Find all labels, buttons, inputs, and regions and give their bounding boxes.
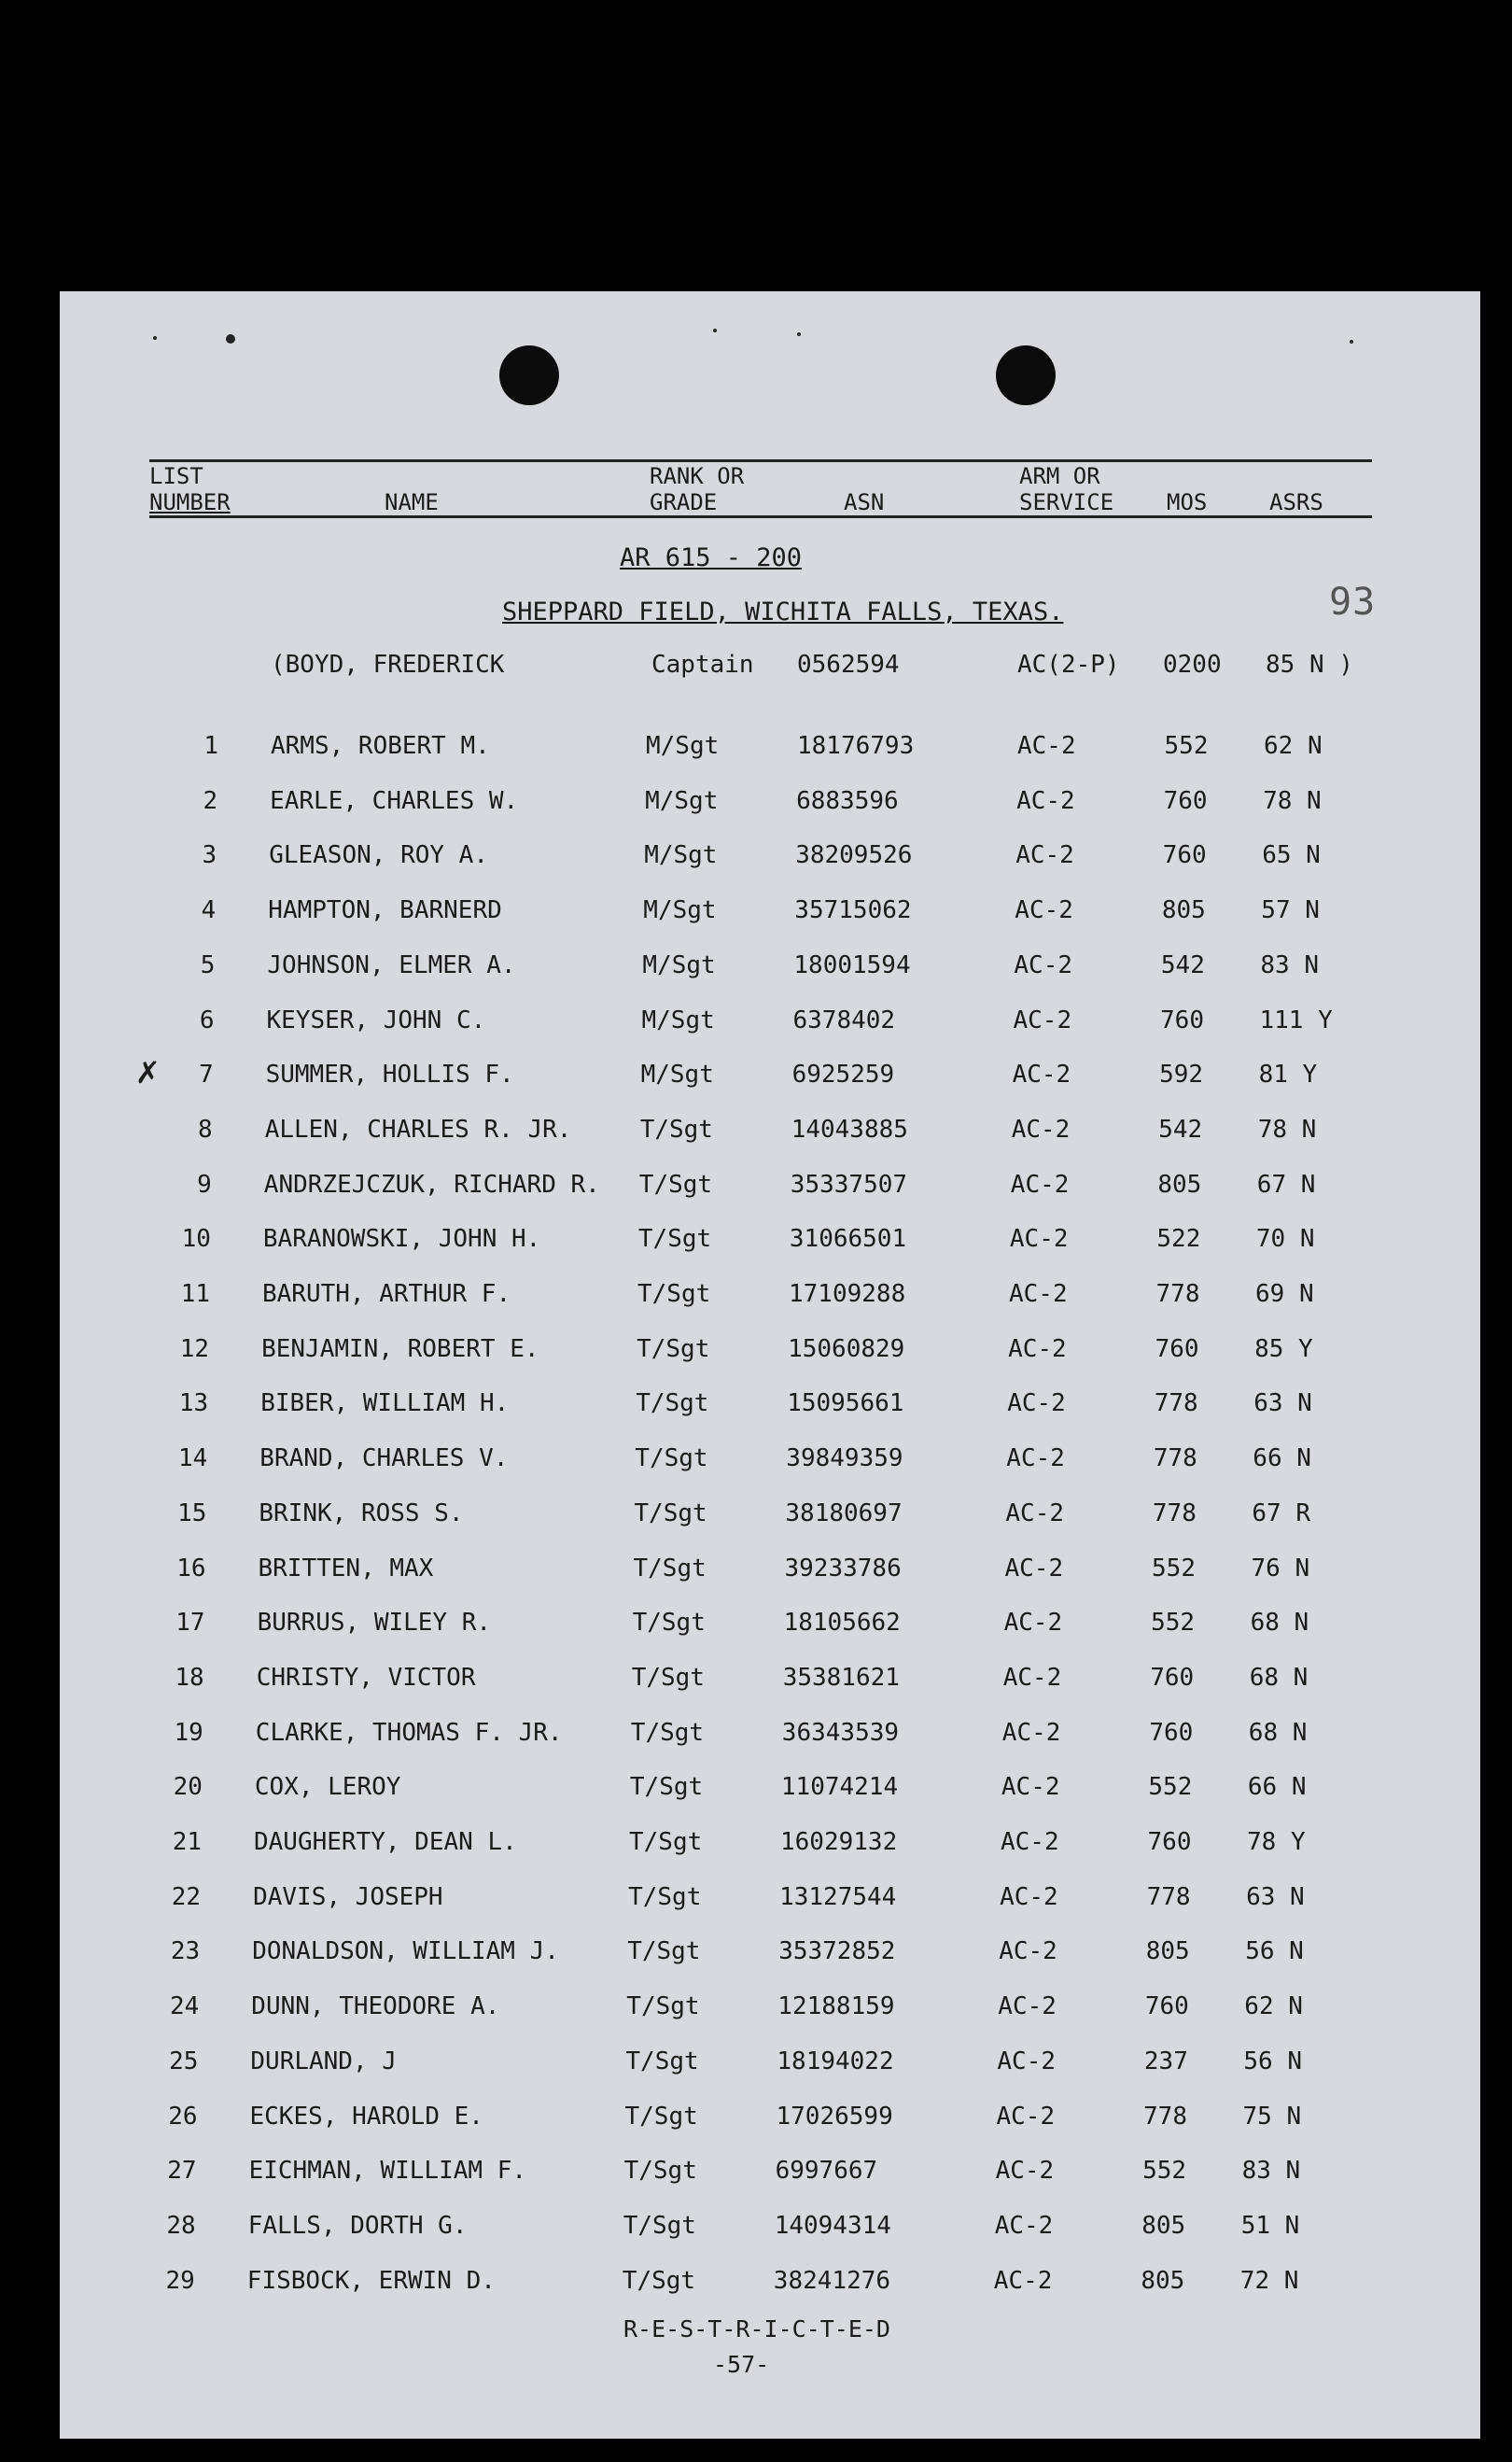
rank-cell: T/Sgt: [636, 1389, 709, 1418]
list-number-cell: 17: [175, 1609, 205, 1638]
asn-cell: 17026599: [776, 2102, 893, 2131]
rank-cell: T/Sgt: [629, 1828, 703, 1856]
speck: [226, 334, 235, 344]
rank-cell: T/Sgt: [626, 1992, 700, 2021]
regulation: AR 615 - 200: [620, 543, 803, 572]
table-row: [60, 1609, 1478, 1646]
table-row: [60, 732, 1478, 769]
arm-service-cell: AC-2: [1000, 1882, 1058, 1911]
mos-cell: 778: [1154, 1389, 1198, 1418]
asrs-cell: 63 N: [1246, 1882, 1305, 1911]
mos-cell: 805: [1141, 2211, 1186, 2240]
name-cell: ALLEN, CHARLES R. JR.: [264, 1115, 572, 1144]
name-cell: BIBER, WILLIAM H.: [260, 1389, 510, 1418]
mos-cell: 552: [1152, 1554, 1196, 1583]
mos-cell: 592: [1159, 1061, 1204, 1090]
list-number-cell: 27: [167, 2157, 197, 2186]
asrs-cell: 68 N: [1248, 1718, 1308, 1747]
asn-cell: 35715062: [794, 896, 912, 925]
list-number-cell: 5: [200, 950, 216, 979]
asn-cell: 18001594: [793, 950, 911, 979]
list-number-cell: 16: [176, 1554, 206, 1583]
arm-service-cell: AC-2: [999, 1937, 1057, 1966]
list-number-cell: 23: [170, 1937, 201, 1966]
name-cell: GLEASON, ROY A.: [269, 841, 488, 870]
list-number-cell: 9: [197, 1170, 212, 1199]
name-cell: DAUGHERTY, DEAN L.: [254, 1828, 517, 1856]
table-row: [60, 1444, 1478, 1482]
asn-cell: 6378402: [792, 1006, 896, 1034]
rank-cell: T/Sgt: [633, 1554, 707, 1583]
table-row: [60, 1664, 1478, 1701]
page-number: -57-: [713, 2351, 770, 2378]
mos-cell: 805: [1161, 896, 1206, 925]
asrs-cell: 66 N: [1247, 1773, 1307, 1802]
mos-cell: 778: [1143, 2102, 1187, 2131]
rank-cell: T/Sgt: [622, 2266, 696, 2295]
name-cell: EARLE, CHARLES W.: [270, 786, 519, 815]
header-asrs: ASRS: [1269, 489, 1323, 515]
officer-rank: Captain: [651, 651, 754, 679]
arm-service-cell: AC-2: [1010, 1170, 1070, 1199]
asn-cell: 16029132: [780, 1828, 898, 1856]
arm-service-cell: AC-2: [1012, 1061, 1071, 1090]
name-cell: FALLS, DORTH G.: [247, 2211, 468, 2240]
name-cell: JOHNSON, ELMER A.: [267, 950, 516, 979]
list-number-cell: 10: [181, 1225, 211, 1254]
punch-hole-left: [499, 345, 559, 405]
rank-cell: T/Sgt: [625, 2047, 699, 2075]
name-cell: ANDRZEJCZUK, RICHARD R.: [263, 1170, 600, 1199]
asrs-cell: 56 N: [1243, 2047, 1303, 2075]
table-row: [60, 1061, 1478, 1098]
name-cell: BRINK, ROSS S.: [259, 1498, 464, 1527]
document-page: [60, 291, 1480, 2439]
asn-cell: 15095661: [787, 1389, 904, 1418]
asrs-cell: 85 Y: [1254, 1334, 1313, 1363]
table-row: [60, 1225, 1478, 1262]
header-rank: RANK OR GRADE: [650, 463, 745, 515]
asrs-cell: 70 N: [1255, 1225, 1315, 1254]
header-list-number: LIST NUMBER: [149, 463, 231, 515]
mos-cell: 552: [1164, 732, 1209, 760]
list-number-cell: 24: [169, 1992, 200, 2021]
asrs-cell: 81 Y: [1258, 1061, 1318, 1090]
mos-cell: 760: [1162, 841, 1207, 870]
arm-service-cell: AC-2: [1001, 1828, 1059, 1856]
list-number-cell: 14: [177, 1444, 208, 1473]
asn-cell: 6997667: [775, 2157, 878, 2186]
rank-cell: T/Sgt: [639, 1115, 713, 1144]
arm-service-cell: AC-2: [1007, 1389, 1066, 1418]
header-arm: ARM OR SERVICE: [1019, 463, 1114, 515]
header-top-rule: [149, 459, 1372, 462]
officer-asn: 0562594: [797, 651, 900, 679]
arm-service-cell: AC-2: [1003, 1609, 1063, 1638]
name-cell: CHRISTY, VICTOR: [256, 1663, 476, 1692]
asn-cell: 38180697: [785, 1498, 903, 1527]
asn-cell: 18105662: [783, 1609, 901, 1638]
mos-cell: 522: [1156, 1225, 1201, 1254]
officer-asrs: 85 N ): [1266, 651, 1353, 679]
name-cell: BENJAMIN, ROBERT E.: [261, 1334, 539, 1363]
asrs-cell: 72 N: [1239, 2266, 1299, 2295]
name-cell: EICHMAN, WILLIAM F.: [248, 2157, 527, 2186]
rank-cell: M/Sgt: [644, 841, 718, 870]
mos-cell: 760: [1163, 786, 1208, 815]
list-number-cell: 28: [166, 2211, 196, 2240]
asn-cell: 15060829: [788, 1334, 905, 1363]
asrs-cell: 57 N: [1261, 896, 1320, 925]
arm-service-cell: AC-2: [1009, 1280, 1068, 1308]
name-cell: COX, LEROY: [254, 1773, 401, 1802]
list-number-cell: 7: [198, 1061, 214, 1090]
asrs-cell: 56 N: [1245, 1937, 1304, 1966]
asn-cell: 35337507: [790, 1170, 908, 1199]
asrs-cell: 76 N: [1251, 1554, 1310, 1583]
table-row: [60, 1006, 1478, 1044]
asrs-cell: 83 N: [1260, 950, 1320, 979]
list-number-cell: 15: [177, 1498, 207, 1527]
arm-service-cell: AC-2: [994, 2211, 1054, 2240]
list-number-cell: 26: [168, 2102, 198, 2131]
arm-service-cell: AC-2: [1002, 1663, 1062, 1692]
arm-service-cell: AC-2: [1006, 1444, 1065, 1473]
list-number-cell: 12: [179, 1334, 210, 1363]
rank-cell: M/Sgt: [642, 950, 716, 979]
table-row: [60, 951, 1478, 989]
asrs-cell: 62 N: [1244, 1992, 1303, 2021]
asn-cell: 38209526: [795, 841, 913, 870]
table-row: [60, 1499, 1478, 1537]
list-number-cell: 29: [165, 2266, 195, 2295]
rank-cell: T/Sgt: [634, 1498, 707, 1527]
rank-cell: T/Sgt: [623, 2211, 696, 2240]
arm-service-cell: AC-2: [1013, 1006, 1072, 1034]
table-row: [60, 1280, 1478, 1317]
arm-service-cell: AC-2: [993, 2266, 1053, 2295]
name-cell: DAVIS, JOSEPH: [253, 1882, 443, 1911]
name-cell: BRITTEN, MAX: [258, 1554, 434, 1583]
rank-cell: T/Sgt: [623, 2157, 697, 2186]
arm-service-cell: AC-2: [1015, 841, 1074, 870]
table-row: [60, 1883, 1478, 1920]
table-row: [60, 1992, 1478, 2030]
table-row: [60, 1719, 1478, 1756]
rank-cell: T/Sgt: [637, 1280, 711, 1308]
table-row: [60, 2212, 1478, 2249]
table-row: [60, 1828, 1478, 1865]
asn-cell: 35381621: [782, 1663, 900, 1692]
name-cell: DONALDSON, WILLIAM J.: [252, 1937, 559, 1966]
list-number-cell: 6: [199, 1006, 215, 1034]
asrs-cell: 111 Y: [1259, 1006, 1333, 1034]
asn-cell: 18176793: [797, 732, 915, 760]
list-number-cell: 19: [174, 1718, 203, 1747]
officer-arm: AC(2-P): [1017, 651, 1120, 679]
mos-cell: 552: [1151, 1609, 1196, 1638]
asrs-cell: 78 N: [1263, 786, 1322, 815]
mos-cell: 805: [1141, 2266, 1185, 2295]
asn-cell: 17109288: [789, 1280, 906, 1308]
asrs-cell: 63 N: [1253, 1389, 1312, 1418]
rank-cell: T/Sgt: [631, 1663, 705, 1692]
header-name: NAME: [385, 489, 439, 515]
asn-cell: 14094314: [774, 2211, 891, 2240]
arm-service-cell: AC-2: [1005, 1498, 1065, 1527]
mos-cell: 760: [1150, 1663, 1195, 1692]
list-number-cell: 11: [180, 1280, 210, 1308]
list-number-cell: 13: [178, 1389, 209, 1418]
asn-cell: 35372852: [778, 1937, 896, 1966]
list-number-cell: 1: [203, 732, 218, 760]
speck: [1350, 340, 1353, 344]
mos-cell: 778: [1153, 1444, 1197, 1473]
asrs-cell: 78 N: [1257, 1115, 1317, 1144]
name-cell: FISBOCK, ERWIN D.: [246, 2266, 496, 2295]
asrs-cell: 75 N: [1242, 2102, 1302, 2131]
asn-cell: 13127544: [779, 1882, 897, 1911]
table-row: [60, 1389, 1478, 1427]
mos-cell: 805: [1157, 1170, 1202, 1199]
arm-service-cell: AC-2: [998, 1992, 1057, 2021]
arm-service-cell: AC-2: [1014, 950, 1073, 979]
arm-service-cell: AC-2: [997, 2047, 1057, 2075]
asrs-cell: 66 N: [1253, 1444, 1311, 1473]
arm-service-cell: AC-2: [1008, 1334, 1067, 1363]
asn-cell: 12188159: [777, 1992, 895, 2021]
asrs-cell: 67 N: [1256, 1170, 1316, 1199]
name-cell: BRAND, CHARLES V.: [259, 1444, 509, 1473]
list-number-cell: 22: [171, 1882, 202, 1911]
list-number-cell: 8: [198, 1115, 213, 1144]
name-cell: BARANOWSKI, JOHN H.: [262, 1225, 541, 1254]
mos-cell: 760: [1155, 1334, 1199, 1363]
table-row: [60, 1773, 1478, 1810]
page-mark: 93: [1329, 581, 1377, 624]
name-cell: DURLAND, J: [250, 2047, 397, 2075]
mos-cell: 778: [1146, 1882, 1191, 1911]
mos-cell: 760: [1160, 1006, 1204, 1034]
mos-cell: 760: [1144, 1992, 1189, 2021]
mos-cell: 760: [1149, 1718, 1194, 1747]
punch-hole-right: [996, 345, 1056, 405]
asrs-cell: 67 R: [1252, 1498, 1311, 1527]
list-number-cell: 25: [169, 2047, 199, 2075]
name-cell: ECKES, HAROLD E.: [249, 2102, 483, 2131]
table-row: [60, 2047, 1478, 2085]
asn-cell: 18194022: [777, 2047, 894, 2075]
asrs-cell: 65 N: [1262, 841, 1321, 870]
arm-service-cell: AC-2: [1017, 732, 1076, 760]
name-cell: HAMPTON, BARNERD: [268, 896, 502, 925]
speck: [153, 336, 157, 340]
rank-cell: T/Sgt: [632, 1609, 706, 1638]
table-row: [60, 1171, 1478, 1208]
rank-cell: T/Sgt: [627, 1937, 701, 1966]
mos-cell: 778: [1155, 1280, 1200, 1308]
arm-service-cell: AC-2: [1001, 1718, 1061, 1747]
name-cell: DUNN, THEODORE A.: [251, 1992, 500, 2021]
restricted-label: R-E-S-T-R-I-C-T-E-D: [623, 2315, 890, 2342]
rank-cell: T/Sgt: [635, 1444, 708, 1473]
list-number-cell: 21: [172, 1828, 202, 1856]
asn-cell: 31066501: [789, 1225, 907, 1254]
list-number-cell: 2: [203, 786, 218, 815]
arm-service-cell: AC-2: [996, 2102, 1056, 2131]
location: SHEPPARD FIELD, WICHITA FALLS, TEXAS.: [502, 598, 1064, 626]
name-cell: BURRUS, WILEY R.: [257, 1609, 492, 1638]
mos-cell: 778: [1152, 1498, 1197, 1527]
table-row: [60, 896, 1478, 934]
name-cell: SUMMER, HOLLIS F.: [265, 1061, 514, 1090]
arm-service-cell: AC-2: [1004, 1554, 1064, 1583]
table-row: [60, 2103, 1478, 2140]
arm-service-cell: AC-2: [1001, 1773, 1060, 1802]
arm-service-cell: AC-2: [995, 2157, 1055, 2186]
mos-cell: 542: [1158, 1115, 1203, 1144]
speck: [797, 332, 801, 336]
table-row: [60, 1937, 1478, 1975]
header-asn: ASN: [844, 489, 885, 515]
table-row: [60, 1116, 1478, 1153]
table-row: [60, 1555, 1478, 1592]
name-cell: KEYSER, JOHN C.: [266, 1006, 486, 1034]
check-mark: ✗: [136, 1049, 160, 1092]
arm-service-cell: AC-2: [1015, 896, 1073, 925]
list-number-cell: 18: [175, 1663, 204, 1692]
asn-cell: 6883596: [796, 786, 899, 815]
mos-cell: 237: [1143, 2047, 1188, 2075]
asrs-cell: 78 Y: [1247, 1828, 1306, 1856]
mos-cell: 552: [1142, 2157, 1187, 2186]
list-number-cell: 20: [173, 1773, 203, 1802]
rank-cell: M/Sgt: [641, 1006, 715, 1034]
rank-cell: M/Sgt: [643, 896, 717, 925]
asn-cell: 6925259: [791, 1061, 895, 1090]
asrs-cell: 68 N: [1249, 1663, 1309, 1692]
arm-service-cell: AC-2: [1011, 1115, 1071, 1144]
list-number-cell: 3: [202, 841, 217, 870]
asrs-cell: 68 N: [1250, 1609, 1309, 1638]
name-cell: CLARKE, THOMAS F. JR.: [255, 1718, 563, 1747]
rank-cell: T/Sgt: [637, 1334, 710, 1363]
rank-cell: T/Sgt: [629, 1773, 704, 1802]
rank-cell: T/Sgt: [630, 1718, 705, 1747]
header-mos: MOS: [1167, 489, 1208, 515]
rank-cell: T/Sgt: [638, 1170, 713, 1199]
officer-name: (BOYD, FREDERICK: [271, 651, 505, 679]
asrs-cell: 62 N: [1264, 732, 1323, 760]
table-row: [60, 2267, 1478, 2304]
mos-cell: 552: [1148, 1773, 1193, 1802]
rank-cell: M/Sgt: [646, 732, 720, 760]
asn-cell: 14043885: [791, 1115, 908, 1144]
asrs-cell: 51 N: [1240, 2211, 1300, 2240]
asn-cell: 11074214: [780, 1773, 899, 1802]
table-row: [60, 2157, 1478, 2194]
mos-cell: 805: [1145, 1937, 1190, 1966]
header-bottom-rule: [149, 515, 1372, 518]
list-number-cell: 4: [201, 896, 217, 925]
asrs-cell: 69 N: [1255, 1280, 1314, 1308]
rank-cell: T/Sgt: [624, 2102, 698, 2131]
mos-cell: 542: [1160, 950, 1205, 979]
rank-cell: M/Sgt: [645, 786, 719, 815]
rank-cell: M/Sgt: [640, 1061, 714, 1090]
arm-service-cell: AC-2: [1016, 786, 1075, 815]
officer-mos: 0200: [1163, 651, 1222, 679]
asn-cell: 39233786: [784, 1554, 902, 1583]
officer-row: [60, 651, 1478, 688]
asn-cell: 36343539: [781, 1718, 900, 1747]
asn-cell: 38241276: [773, 2266, 891, 2295]
speck: [713, 329, 717, 332]
mos-cell: 760: [1147, 1828, 1192, 1856]
rank-cell: T/Sgt: [637, 1225, 712, 1254]
table-row: [60, 787, 1478, 824]
asrs-cell: 83 N: [1241, 2157, 1301, 2186]
table-row: [60, 1335, 1478, 1372]
name-cell: BARUTH, ARTHUR F.: [262, 1280, 511, 1308]
rank-cell: T/Sgt: [628, 1882, 702, 1911]
table-row: [60, 841, 1478, 879]
arm-service-cell: AC-2: [1009, 1225, 1069, 1254]
name-cell: ARMS, ROBERT M.: [271, 732, 490, 760]
asn-cell: 39849359: [786, 1444, 903, 1473]
